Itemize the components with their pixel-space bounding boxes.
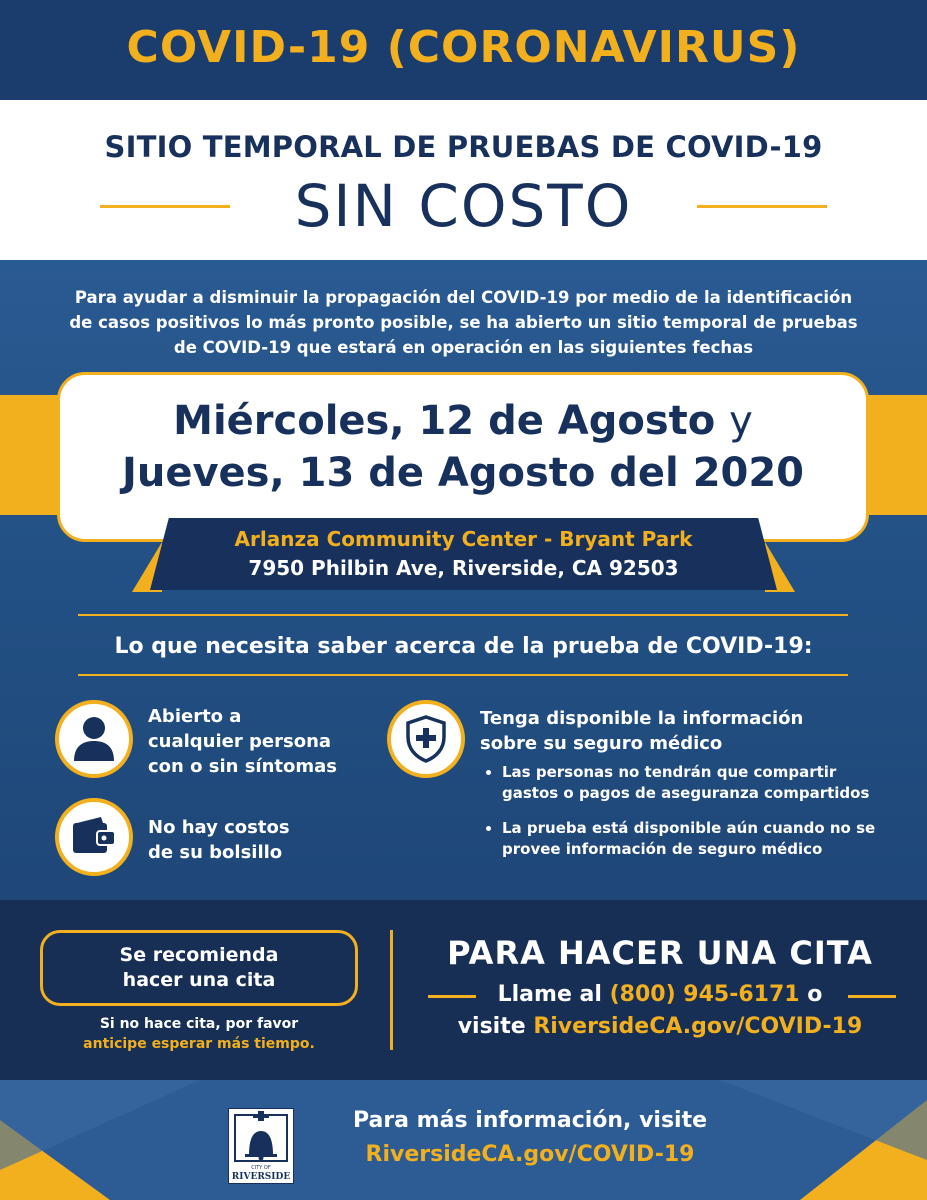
appointment-url-link[interactable]: RiversideCA.gov/COVID-19 bbox=[533, 1014, 863, 1039]
feature-cost-line: de su bolsillo bbox=[148, 842, 283, 863]
intro-line: de COVID-19 que estará en operación en las siguientes fechas bbox=[173, 338, 754, 357]
insurance-bullets bbox=[480, 762, 880, 874]
appointment-call bbox=[410, 982, 910, 1007]
wallet-icon bbox=[55, 798, 133, 876]
poster-subtitle: SITIO TEMPORAL DE PRUEBAS DE COVID-19 bbox=[104, 130, 823, 164]
feature-cost bbox=[148, 815, 290, 865]
feature-open-line: con o sin síntomas bbox=[148, 756, 337, 777]
section-rule-top bbox=[78, 614, 848, 616]
city-logo-bell-icon bbox=[229, 1109, 293, 1183]
logo-city-of: CITY OF bbox=[251, 1165, 271, 1171]
feature-cost-line: No hay costos bbox=[148, 817, 290, 838]
headline: SIN COSTO bbox=[294, 172, 633, 240]
person-icon bbox=[55, 700, 133, 778]
list-item: • Las personas no tendrán que compartir gastos o pagos de aseguranza compartidos bbox=[502, 762, 880, 804]
section-title: Lo que necesita saber acerca de la prueba de COVID-19: bbox=[114, 634, 813, 659]
visit-prefix: visite bbox=[457, 1014, 526, 1039]
section-rule-bottom bbox=[78, 674, 848, 676]
feature-insurance-line: Tenga disponible la información bbox=[480, 708, 804, 729]
footer-info: Para más información, visite bbox=[352, 1108, 708, 1133]
feature-open-line: cualquier persona bbox=[148, 731, 332, 752]
note-line: anticipe esperar más tiempo. bbox=[83, 1036, 315, 1052]
poster-title: COVID-19 (CORONAVIRUS) bbox=[126, 22, 801, 73]
call-prefix: Llame al bbox=[497, 982, 602, 1007]
shield-cross-icon bbox=[387, 700, 465, 778]
list-item: • La prueba está disponible aún cuando no se provee información de seguro médico bbox=[502, 818, 880, 860]
footer-url-link[interactable]: RiversideCA.gov/COVID-19 bbox=[365, 1142, 695, 1167]
call-suffix: o bbox=[807, 982, 823, 1007]
recommend-box bbox=[40, 930, 358, 1006]
recommend-line: Se recomienda bbox=[119, 944, 279, 966]
intro-line: de casos positivos lo más pronto posible, se ha abierto un sitio temporal de pruebas bbox=[69, 313, 858, 332]
date-1: Miércoles, 12 de Agosto bbox=[173, 398, 716, 444]
note-line: Si no hace cita, por favor bbox=[99, 1016, 299, 1032]
date-line-2: Jueves, 13 de Agosto del 2020 bbox=[121, 450, 805, 496]
appointment-visit bbox=[410, 1014, 910, 1039]
footer-panel bbox=[0, 1080, 927, 1200]
city-logo bbox=[228, 1108, 294, 1184]
intro-paragraph bbox=[40, 285, 887, 360]
location-address: 7950 Philbin Ave, Riverside, CA 92503 bbox=[248, 556, 679, 580]
date-conjunction: y bbox=[729, 398, 753, 444]
intro-line: Para ayudar a disminuir la propagación del COVID-19 por medio de la identificación bbox=[74, 288, 853, 307]
feature-insurance bbox=[480, 706, 803, 756]
appointment-divider bbox=[390, 930, 393, 1050]
feature-insurance-line: sobre su seguro médico bbox=[480, 733, 723, 754]
location-name: Arlanza Community Center - Bryant Park bbox=[234, 527, 693, 551]
date-line-1 bbox=[57, 398, 869, 444]
recommend-line: hacer una cita bbox=[122, 969, 276, 991]
appointment-title: PARA HACER UNA CITA bbox=[447, 934, 873, 972]
feature-open bbox=[148, 704, 337, 779]
feature-open-line: Abierto a bbox=[148, 706, 242, 727]
phone-number[interactable]: (800) 945-6171 bbox=[609, 982, 800, 1007]
footer-decoration bbox=[0, 1080, 927, 1200]
recommend-note bbox=[40, 1014, 358, 1054]
logo-riverside: RIVERSIDE bbox=[231, 1172, 291, 1182]
